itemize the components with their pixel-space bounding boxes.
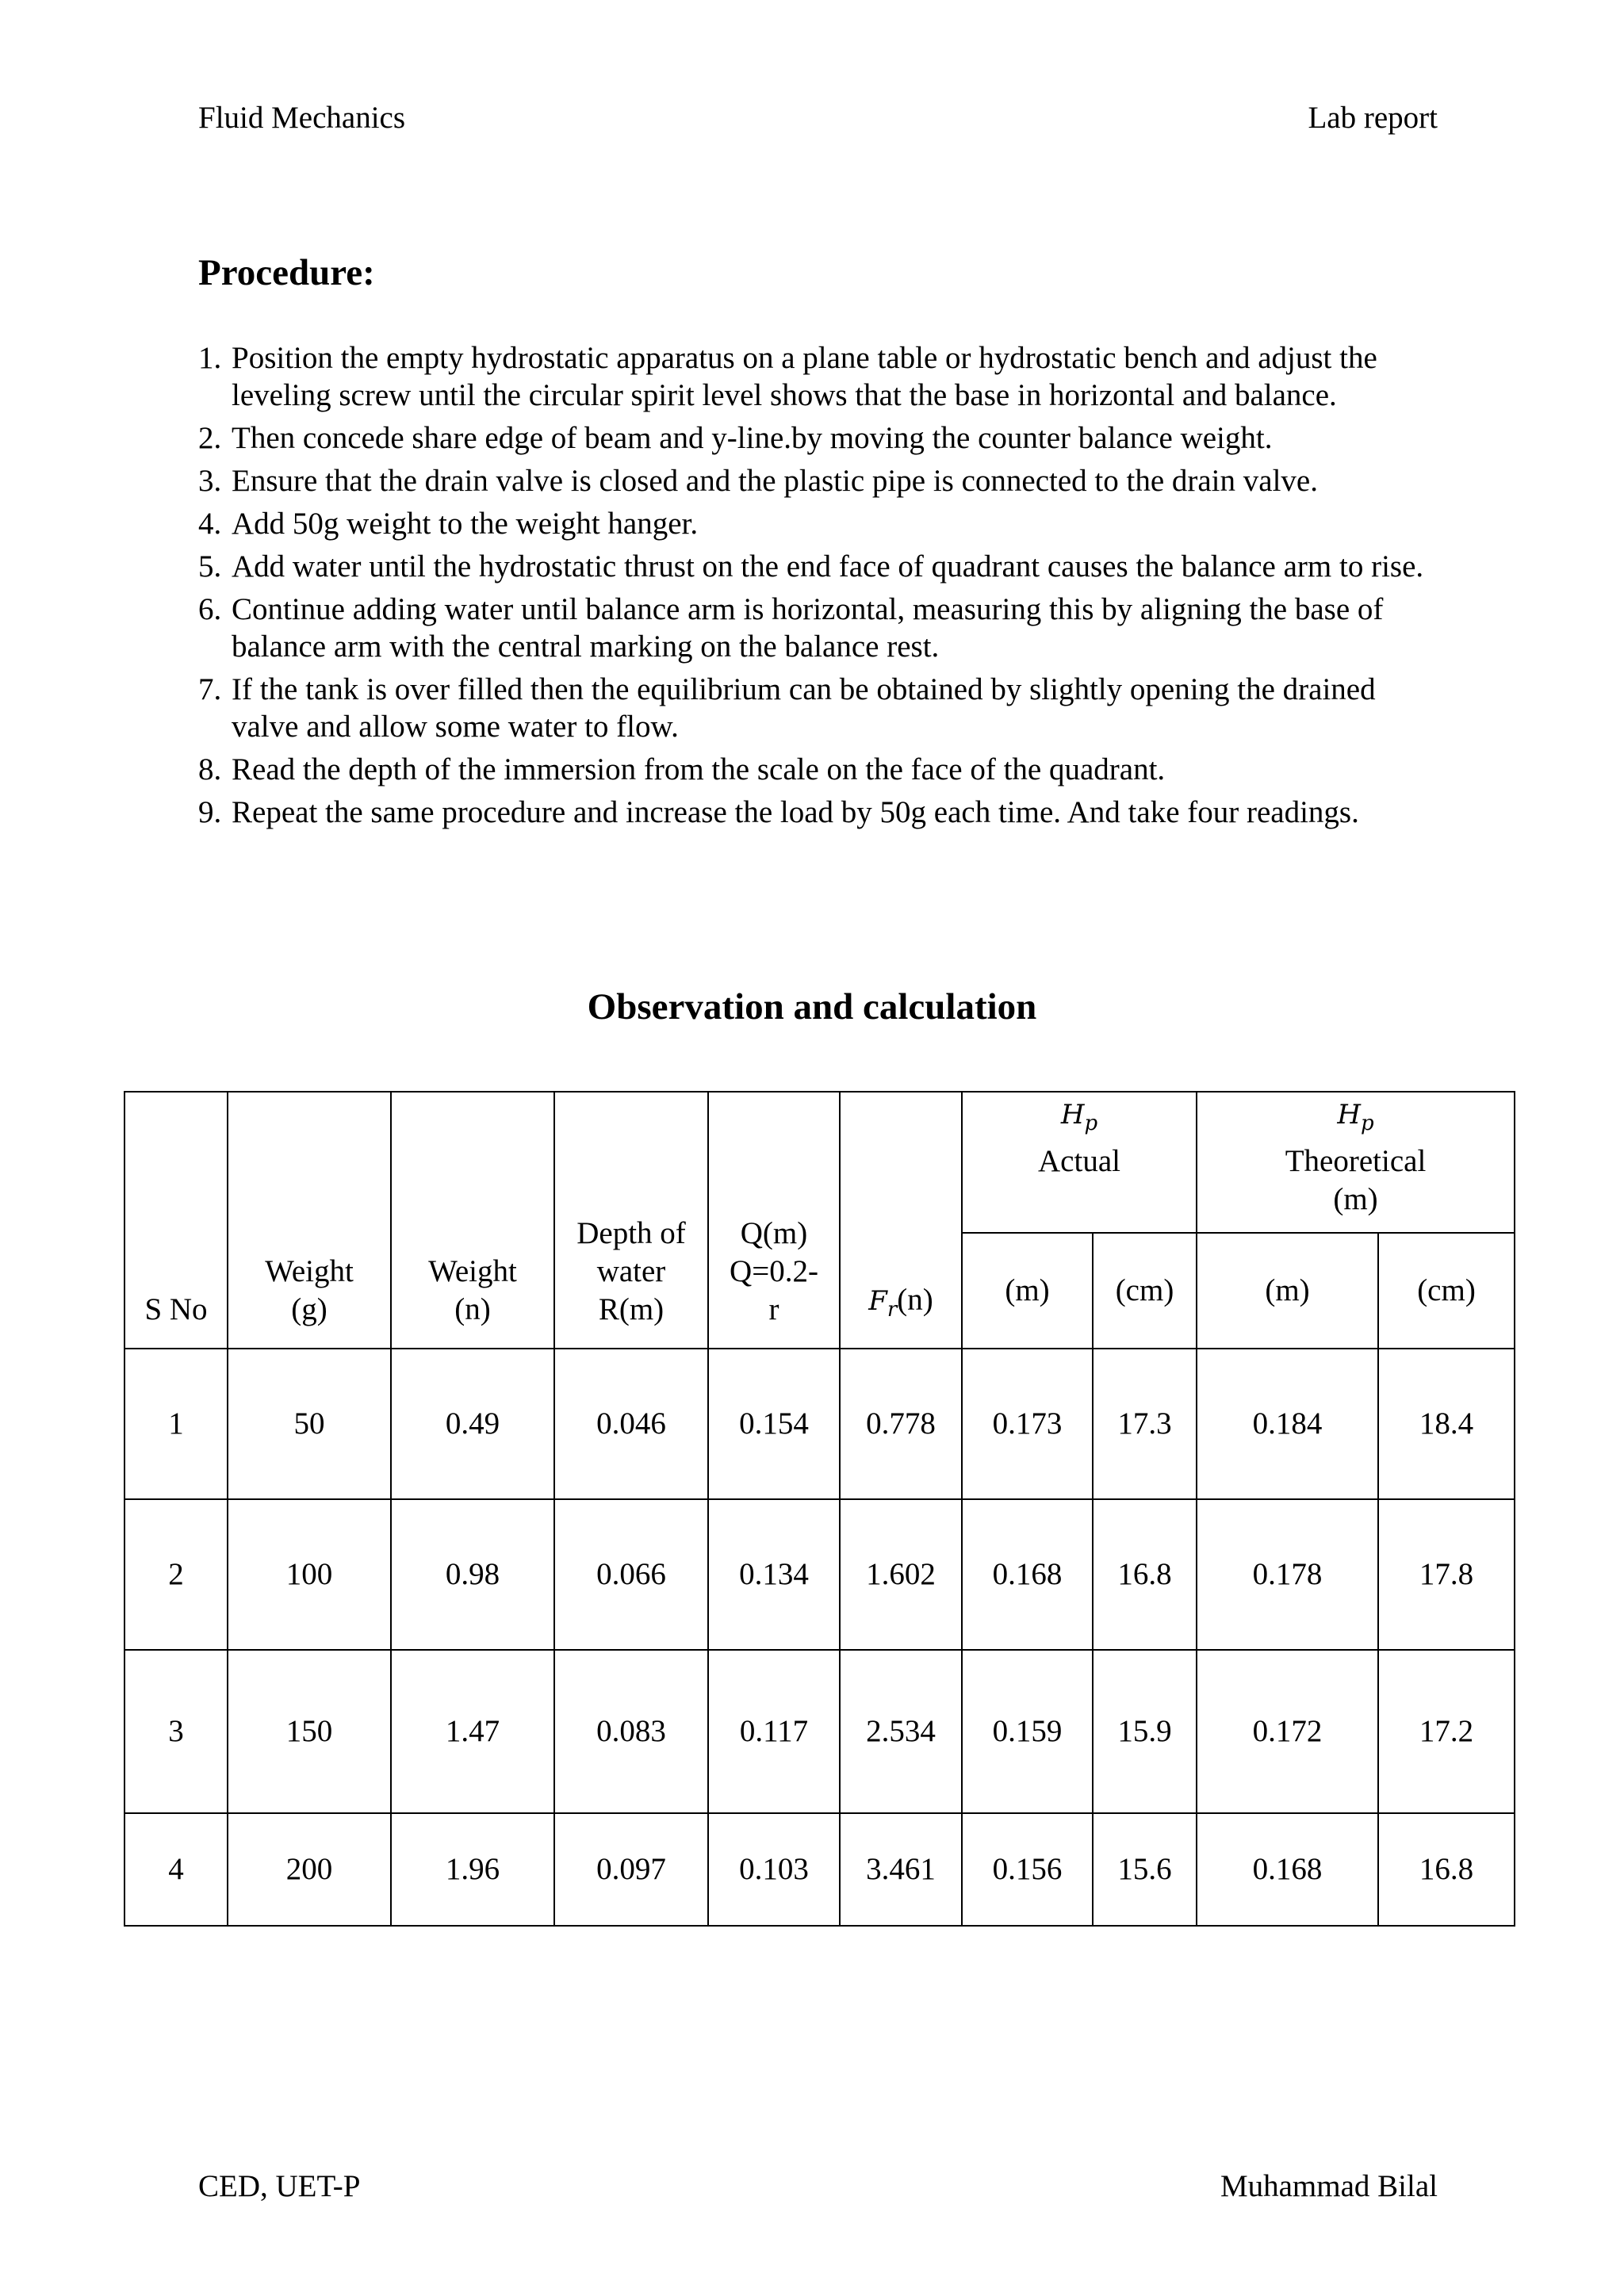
col-header-weight-n: Weight (n) <box>391 1092 554 1349</box>
table-cell: 100 <box>228 1499 391 1650</box>
table-cell: 2.534 <box>840 1650 962 1813</box>
footer-institution: CED, UET-P <box>198 2169 361 2203</box>
header-row-top <box>124 1092 1515 1233</box>
table-cell: 0.083 <box>554 1650 708 1813</box>
table-cell: 0.103 <box>708 1813 840 1926</box>
col-header-depth: Depth of water R(m) <box>554 1092 708 1349</box>
table-cell: 0.156 <box>962 1813 1093 1926</box>
table-cell: 0.066 <box>554 1499 708 1650</box>
procedure-step: 6. Continue adding water until balance arm is horizontal, measuring this by aligning the base of balance arm with the central marking on the balance rest. <box>198 592 1384 664</box>
procedure-step: 3. Ensure that the drain valve is closed and the plastic pipe is connected to the drain valve. <box>198 464 1318 498</box>
procedure-list <box>198 339 1443 836</box>
procedure-step: 9. Repeat the same procedure and increase the load by 50g each time. And take four readings. <box>198 795 1359 829</box>
table-cell: 17.3 <box>1093 1349 1197 1499</box>
table-cell: 3.461 <box>840 1813 962 1926</box>
table-cell: 1.602 <box>840 1499 962 1650</box>
table-cell: 2 <box>124 1499 228 1650</box>
table-cell: 0.159 <box>962 1650 1093 1813</box>
table-cell: 0.172 <box>1197 1650 1378 1813</box>
table-cell: 0.49 <box>391 1349 554 1499</box>
col-header-q: Q(m) Q=0.2- r <box>708 1092 840 1349</box>
table-cell: 0.097 <box>554 1813 708 1926</box>
unit-header: (m) <box>1197 1233 1378 1349</box>
table-row <box>124 1650 1515 1813</box>
table-cell: 16.8 <box>1378 1813 1515 1926</box>
table-row <box>124 1349 1515 1499</box>
table-cell: 150 <box>228 1650 391 1813</box>
table-cell: 0.046 <box>554 1349 708 1499</box>
procedure-step: 7. If the tank is over filled then the equilibrium can be obtained by slightly opening the drained valve and allow some water to flow. <box>198 672 1376 744</box>
table-row <box>124 1813 1515 1926</box>
table-cell: 17.2 <box>1378 1650 1515 1813</box>
observation-title: Observation and calculation <box>587 986 1037 1027</box>
observation-table <box>124 1091 1515 1927</box>
table-cell: 15.9 <box>1093 1650 1197 1813</box>
table-cell: 0.178 <box>1197 1499 1378 1650</box>
col-header-hp-theoretical: $H_p$ Theoretical (m) <box>1197 1092 1515 1233</box>
unit-header: (cm) <box>1378 1233 1515 1349</box>
table-cell: 50 <box>228 1349 391 1499</box>
unit-header: (m) <box>962 1233 1093 1349</box>
table-cell: 0.184 <box>1197 1349 1378 1499</box>
col-header-hp-actual: $H_p$ Actual <box>962 1092 1197 1233</box>
col-header-sno: S No <box>124 1092 228 1349</box>
header-doc-type: Lab report <box>1308 101 1438 135</box>
table-cell: 200 <box>228 1813 391 1926</box>
table-cell: 18.4 <box>1378 1349 1515 1499</box>
table-cell: 0.98 <box>391 1499 554 1650</box>
table-cell: 0.168 <box>1197 1813 1378 1926</box>
table-cell: 0.778 <box>840 1349 962 1499</box>
table-row <box>124 1499 1515 1650</box>
footer-author: Muhammad Bilal <box>1220 2169 1438 2203</box>
table-cell: 16.8 <box>1093 1499 1197 1650</box>
table-cell: 0.154 <box>708 1349 840 1499</box>
procedure-heading: Procedure: <box>198 252 375 293</box>
table-cell: 1 <box>124 1349 228 1499</box>
table-cell: 0.173 <box>962 1349 1093 1499</box>
unit-header: (cm) <box>1093 1233 1197 1349</box>
table-cell: 1.96 <box>391 1813 554 1926</box>
procedure-step: 5. Add water until the hydrostatic thrust on the end face of quadrant causes the balance arm to rise. <box>198 549 1424 584</box>
procedure-step: 8. Read the depth of the immersion from the scale on the face of the quadrant. <box>198 752 1166 786</box>
procedure-step: 1. Position the empty hydrostatic apparatus on a plane table or hydrostatic bench and adjust the leveling screw until the circular spirit level shows that the base in horizontal and balance. <box>198 341 1377 412</box>
table-cell: 4 <box>124 1813 228 1926</box>
col-header-fr: $F_r(n)$ <box>840 1092 962 1349</box>
table-cell: 0.168 <box>962 1499 1093 1650</box>
table-cell: 1.47 <box>391 1650 554 1813</box>
table-cell: 0.134 <box>708 1499 840 1650</box>
table-cell: 0.117 <box>708 1650 840 1813</box>
header-course: Fluid Mechanics <box>198 101 406 135</box>
col-header-weight-g: Weight (g) <box>228 1092 391 1349</box>
table-cell: 17.8 <box>1378 1499 1515 1650</box>
table-cell: 3 <box>124 1650 228 1813</box>
table-cell: 15.6 <box>1093 1813 1197 1926</box>
procedure-step: 2. Then concede share edge of beam and y-line.by moving the counter balance weight. <box>198 421 1273 455</box>
procedure-step: 4. Add 50g weight to the weight hanger. <box>198 507 699 541</box>
